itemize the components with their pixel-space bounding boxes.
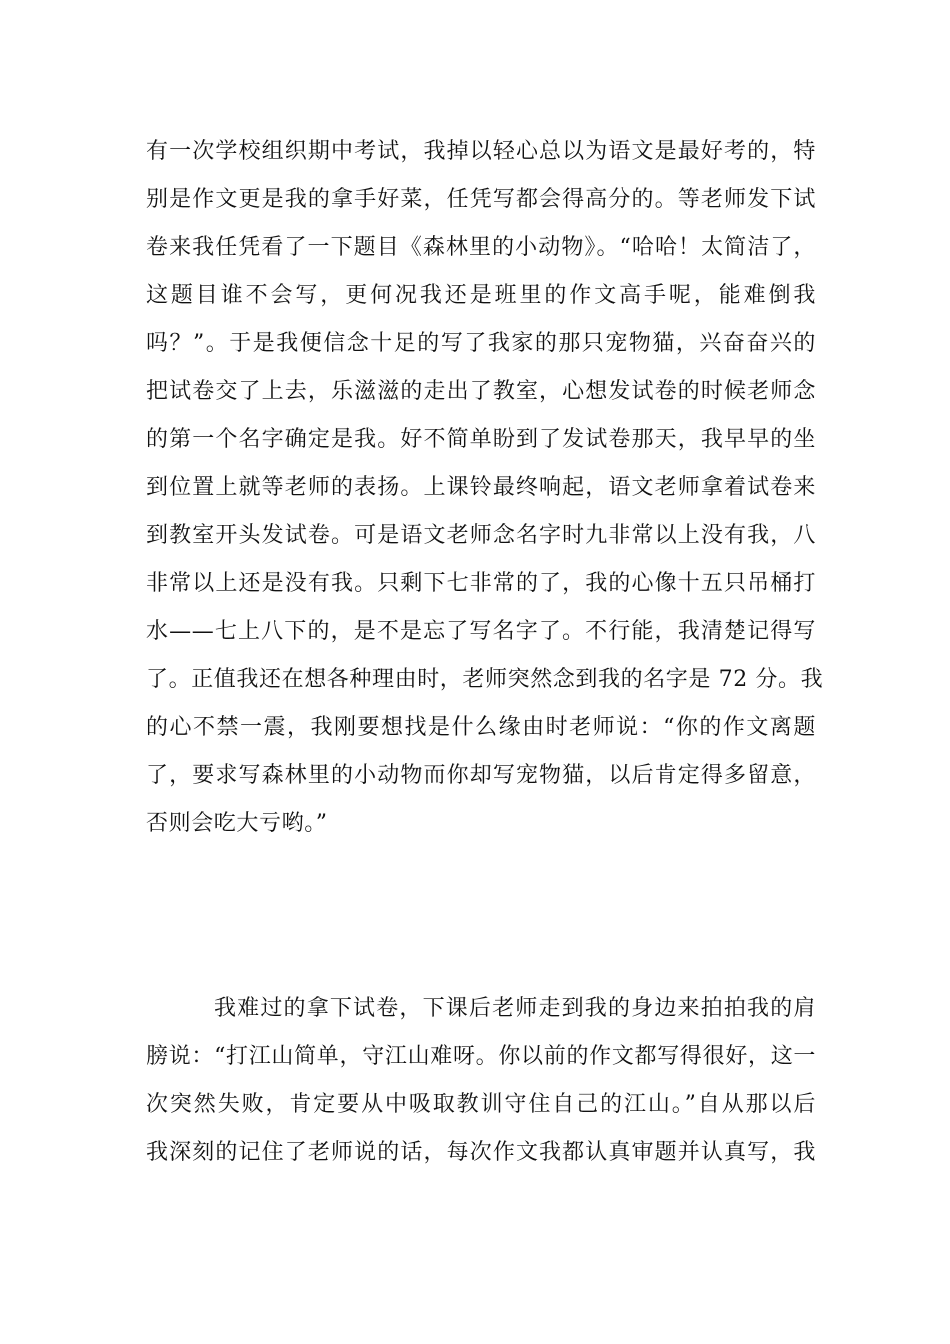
paragraph-2: [146, 985, 816, 1177]
paragraph-1: [146, 128, 824, 848]
text-line: 到教室开头发试卷。可是语文老师念名字时九非常以上没有我，八: [146, 523, 816, 548]
text-line: 了。正值我还在想各种理由时，老师突然念到我的名字是 72 分。我: [146, 667, 824, 692]
text-line: 我深刻的记住了老师说的话，每次作文我都认真审题并认真写，我: [146, 1140, 816, 1165]
text-line: 的心不禁一震，我刚要想找是什么缘由时老师说：“你的作文离题: [146, 715, 816, 740]
text-line: 我难过的拿下试卷，下课后老师走到我的身边来拍拍我的肩: [214, 996, 816, 1021]
text-line: 的第一个名字确定是我。好不简单盼到了发试卷那天，我早早的坐: [146, 427, 816, 452]
text-line: 吗？”。于是我便信念十足的写了我家的那只宠物猫，兴奋奋兴的: [146, 331, 816, 356]
text-line: 次突然失败，肯定要从中吸取教训守住自己的江山。”自从那以后: [146, 1092, 816, 1117]
text-line: 非常以上还是没有我。只剩下七非常的了，我的心像十五只吊桶打: [146, 571, 816, 596]
text-line: 否则会吃大亏哟。”: [146, 811, 328, 836]
text-line: 别是作文更是我的拿手好菜，任凭写都会得高分的。等老师发下试: [146, 187, 816, 212]
text-line: 膀说：“打江山简单，守江山难呀。你以前的作文都写得很好，这一: [146, 1044, 816, 1069]
text-line: 水——七上八下的，是不是忘了写名字了。不行能，我清楚记得写: [146, 619, 816, 644]
text-line: 这题目谁不会写，更何况我还是班里的作文高手呢，能难倒我: [146, 283, 816, 308]
text-line: 把试卷交了上去，乐滋滋的走出了教室，心想发试卷的时候老师念: [146, 379, 816, 404]
text-line: 了，要求写森林里的小动物而你却写宠物猫，以后肯定得多留意，: [146, 763, 816, 788]
text-line: 有一次学校组织期中考试，我掉以轻心总以为语文是最好考的，特: [146, 139, 816, 164]
text-line: 卷来我任凭看了一下题目《森林里的小动物》。“哈哈！太简洁了，: [146, 235, 816, 260]
text-line: 到位置上就等老师的表扬。上课铃最终响起，语文老师拿着试卷来: [146, 475, 816, 500]
